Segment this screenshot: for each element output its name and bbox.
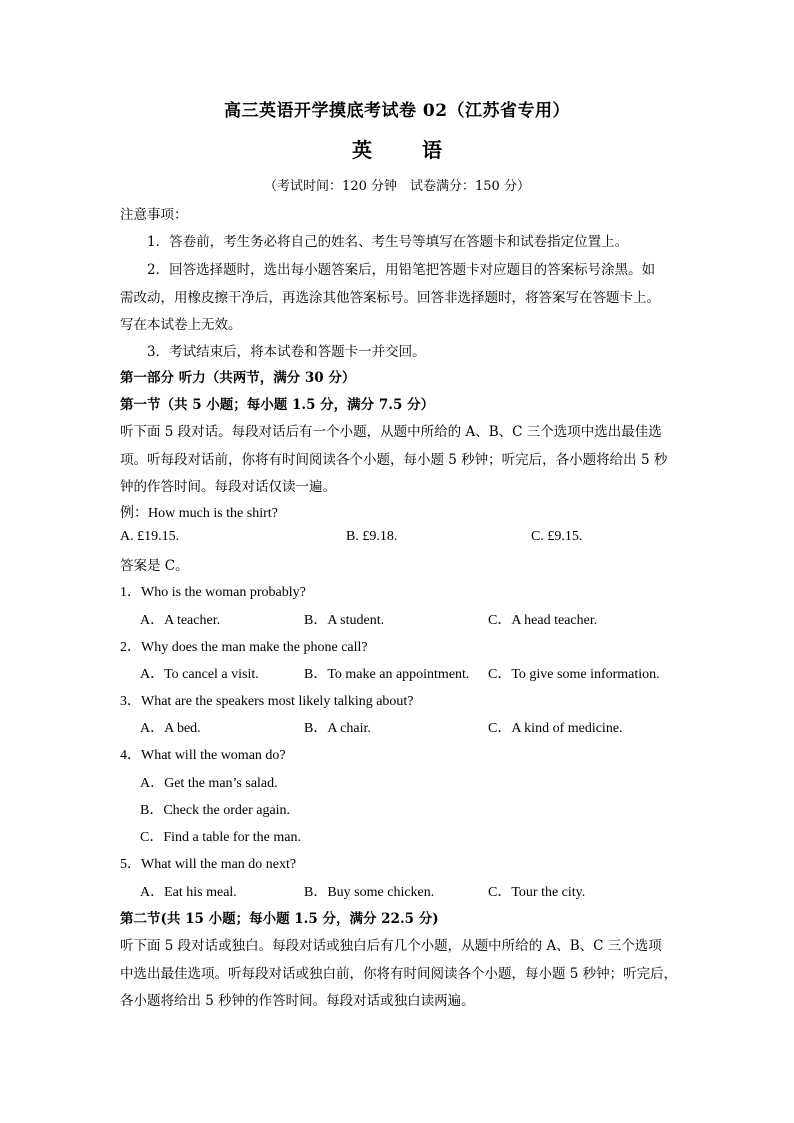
question-5-option-b: B．Buy some chicken.	[304, 885, 435, 900]
question-5-option-c: C．Tour the city.	[488, 885, 586, 900]
question-1-option-b: B．A student.	[304, 613, 385, 628]
question-2-stem: 2．Why does the man make the phone call?	[120, 640, 368, 655]
notice-item-2-line-2: 需改动，用橡皮擦干净后，再选涂其他答案标号。回答非选择题时，将答案写在答题卡上。	[120, 290, 660, 306]
example-option-c: C. £9.15.	[531, 529, 583, 544]
question-3-stem: 3．What are the speakers most likely talking about?	[120, 694, 414, 709]
section1-instruction-line-2: 项。听每段对话前，你将有时间阅读各个小题，每小题 5 秒钟；听完后，各小题将给出 5 秒	[120, 452, 668, 468]
exam-time-info: （考试时间：120 分钟 试卷满分：150 分）	[264, 179, 530, 194]
section1-instruction-line-3: 钟的作答时间。每段对话仅读一遍。	[120, 479, 336, 495]
notice-item-2-line-1: 2．回答选择题时，选出每小题答案后，用铅笔把答题卡对应题目的答案标号涂黑。如	[147, 262, 656, 278]
question-4-stem: 4．What will the woman do?	[120, 748, 286, 763]
question-3-option-c: C．A kind of medicine.	[488, 721, 623, 736]
notice-item-3: 3．考试结束后，将本试卷和答题卡一并交回。	[147, 344, 426, 360]
question-3-option-a: A．A bed.	[140, 721, 201, 736]
section2-instruction-line-1: 听下面 5 段对话或独白。每段对话或独白后有几个小题，从题中所给的 A、B、C 三个选项	[120, 938, 662, 954]
exam-title: 高三英语开学摸底考试卷 02（江苏省专用）	[223, 101, 571, 121]
notice-item-1: 1．答卷前，考生务必将自己的姓名、考生号等填写在答题卡和试卷指定位置上。	[147, 234, 629, 250]
question-1-option-c: C．A head teacher.	[488, 613, 598, 628]
example-option-a: A. £19.15.	[120, 529, 180, 544]
section2-heading: 第二节(共 15 小题；每小题 1.5 分，满分 22.5 分)	[120, 911, 439, 927]
section1-heading: 第一节（共 5 小题；每小题 1.5 分，满分 7.5 分）	[120, 397, 435, 413]
question-4-option-b: B．Check the order again.	[140, 803, 291, 818]
question-1-option-a: A．A teacher.	[140, 613, 221, 628]
question-5-stem: 5．What will the man do next?	[120, 857, 297, 872]
example-option-b: B. £9.18.	[346, 529, 398, 544]
section1-instruction-line-1: 听下面 5 段对话。每段对话后有一个小题，从题中所给的 A、B、C 三个选项中选出最佳选	[120, 424, 662, 440]
notice-item-2-line-3: 写在本试卷上无效。	[120, 317, 242, 333]
subject-heading	[0, 134, 794, 163]
subject-char-1: 英	[352, 138, 372, 162]
question-2-option-a: A．To cancel a visit.	[140, 667, 259, 682]
question-4-option-c: C．Find a table for the man.	[140, 830, 301, 845]
example-question: 例：How much is the shirt?	[120, 506, 278, 521]
section2-instruction-line-3: 各小题将给出 5 秒钟的作答时间。每段对话或独白读两遍。	[120, 993, 475, 1009]
question-3-option-b: B．A chair.	[304, 721, 371, 736]
notice-heading: 注意事项：	[120, 207, 188, 223]
question-2-option-b: B．To make an appointment.	[304, 667, 470, 682]
question-1-stem: 1．Who is the woman probably?	[120, 585, 306, 600]
part1-heading: 第一部分 听力（共两节，满分 30 分）	[120, 370, 356, 386]
subject-char-2: 语	[422, 138, 442, 162]
question-4-option-a: A．Get the man’s salad.	[140, 776, 278, 791]
section2-instruction-line-2: 中选出最佳选项。听每段对话或独白前，你将有时间阅读各个小题，每小题 5 秒钟；听完后，	[120, 966, 678, 982]
example-answer: 答案是 C。	[120, 558, 189, 574]
question-5-option-a: A．Eat his meal.	[140, 885, 237, 900]
question-2-option-c: C．To give some information.	[488, 667, 660, 682]
